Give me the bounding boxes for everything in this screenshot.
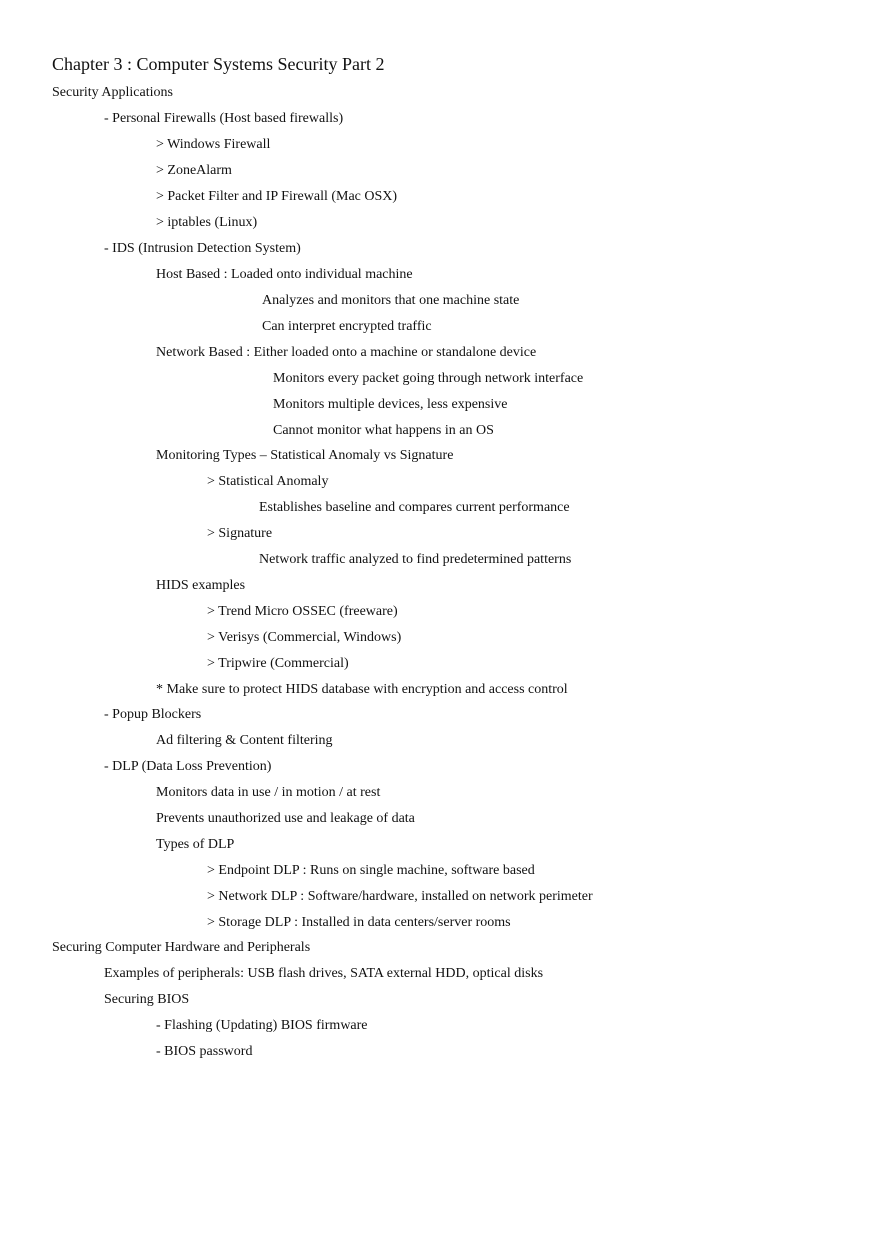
list-item: Monitors every packet going through network interface (273, 371, 584, 386)
list-item: Can interpret encrypted traffic (262, 319, 432, 334)
section-heading: Security Applications (52, 85, 173, 100)
list-item: > Storage DLP : Installed in data centers/server rooms (207, 915, 511, 930)
list-item: > ZoneAlarm (156, 163, 232, 178)
list-item: Monitors multiple devices, less expensive (273, 397, 508, 412)
list-item: > Verisys (Commercial, Windows) (207, 630, 402, 645)
list-item: > Tripwire (Commercial) (207, 656, 349, 671)
list-item: Securing BIOS (104, 992, 190, 1007)
list-item: - BIOS password (156, 1044, 253, 1059)
list-item: Network Based : Either loaded onto a machine or standalone device (156, 345, 537, 360)
list-item: > Windows Firewall (156, 137, 271, 152)
list-item: Ad filtering & Content filtering (156, 733, 333, 748)
list-item: > Network DLP : Software/hardware, installed on network perimeter (207, 889, 593, 904)
list-item: Examples of peripherals: USB flash drives, SATA external HDD, optical disks (104, 966, 544, 981)
list-item: > iptables (Linux) (156, 215, 258, 230)
list-item: Monitoring Types – Statistical Anomaly vs Signature (156, 448, 454, 463)
list-item: Types of DLP (156, 837, 235, 852)
list-item: - IDS (Intrusion Detection System) (104, 241, 301, 256)
page-title: Chapter 3 : Computer Systems Security Part 2 (52, 54, 385, 74)
list-item: > Signature (207, 526, 273, 541)
list-item: > Packet Filter and IP Firewall (Mac OSX) (156, 189, 398, 204)
list-item: - Flashing (Updating) BIOS firmware (156, 1018, 368, 1033)
list-item: Network traffic analyzed to find predetermined patterns (259, 552, 572, 567)
list-item: - Popup Blockers (104, 707, 202, 722)
list-item: - Personal Firewalls (Host based firewalls) (104, 111, 344, 126)
section-heading: Securing Computer Hardware and Peripherals (52, 940, 311, 955)
list-item: Prevents unauthorized use and leakage of data (156, 811, 415, 826)
list-item: Analyzes and monitors that one machine state (262, 293, 520, 308)
list-item: Monitors data in use / in motion / at rest (156, 785, 381, 800)
list-item: Cannot monitor what happens in an OS (273, 423, 494, 438)
list-item: HIDS examples (156, 578, 246, 593)
list-item: Host Based : Loaded onto individual machine (156, 267, 413, 282)
list-item: - DLP (Data Loss Prevention) (104, 759, 272, 774)
list-item: Establishes baseline and compares current performance (259, 500, 570, 515)
list-item: > Trend Micro OSSEC (freeware) (207, 604, 398, 619)
list-item: > Statistical Anomaly (207, 474, 329, 489)
list-item: > Endpoint DLP : Runs on single machine, software based (207, 863, 535, 878)
list-item: * Make sure to protect HIDS database with encryption and access control (156, 682, 568, 697)
